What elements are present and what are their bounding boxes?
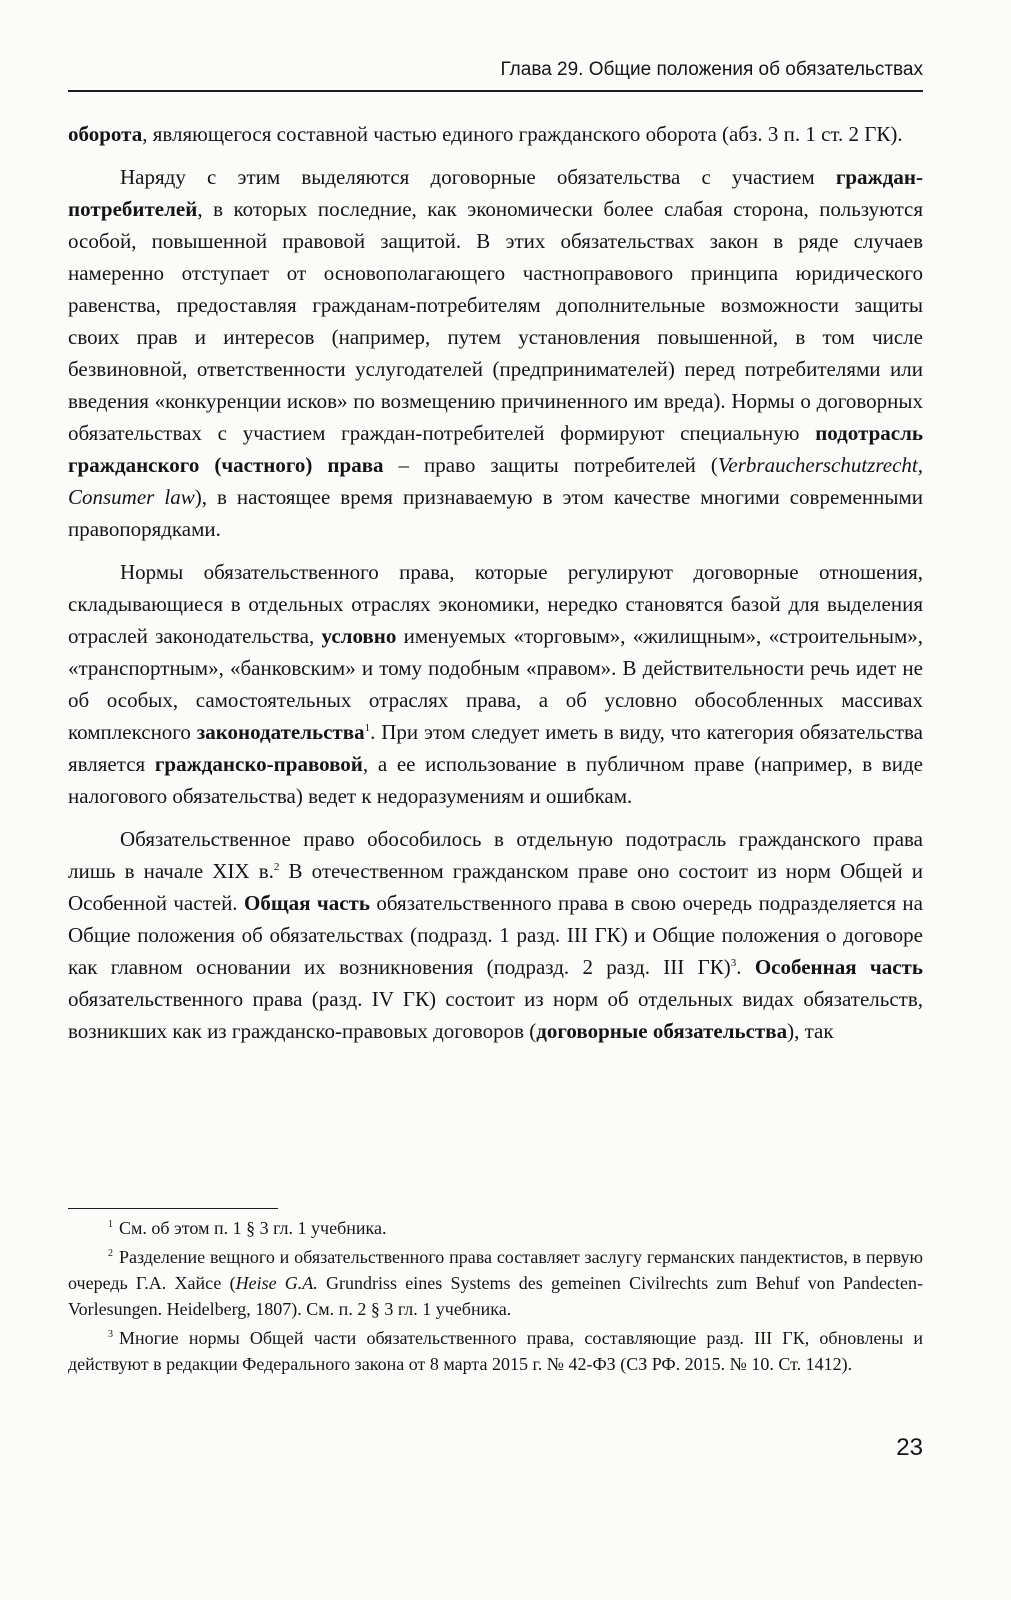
bold-term: условно	[321, 624, 397, 648]
paragraph-text: Наряду с этим выделяются договорные обязательства с участием	[120, 165, 836, 189]
paragraph-1	[68, 118, 923, 150]
footnote-1	[68, 1215, 923, 1241]
paragraph-text: Нормы обязательственного права, которые регулируют договорные отношения, складывающиеся в отдельных отраслях экономики, нередко становятся базой для выделения отраслей законодательства,	[68, 560, 923, 648]
paragraph-text: , а ее использование в публичном праве (например, в виде налогового обязательства) ведет к недоразумениям и ошибкам.	[68, 752, 924, 808]
footnote-mark: 3	[108, 1329, 113, 1340]
bold-term: гражданско-правовой	[154, 752, 363, 776]
paragraph-text: , являющегося составной частью единого гражданского оборота (абз. 3 п. 1 ст. 2 ГК).	[142, 122, 903, 146]
bold-term: оборота	[68, 122, 143, 146]
footnote-text: Многие нормы Общей части обязательственного права, составляющие разд. III ГК, обновлены и действуют в редакции Федерального закона от 8 марта 2015 г. № 42-ФЗ (СЗ РФ. 2015. № 10. Ст. 1412).	[68, 1328, 923, 1374]
paragraph-text: обязательственного права (разд. IV ГК) состоит из норм об отдельных видах обязательств, возникших как из гражданско-правовых договоров (	[68, 987, 923, 1043]
bold-term: граждан-потребителей	[68, 165, 923, 221]
paragraph-text: обязательственного права в свою очередь подразделяется на Общие положения об обязательствах (подразд. 1 разд. III ГК) и Общие положения о договоре как главном основании их возникновения (подразд. 2 разд. III ГК)	[68, 891, 923, 979]
paragraph-text: , в которых последние, как экономически более слабая сторона, пользуются особой, повышенной правовой защитой. В этих обязательствах закон в ряде случаев намеренно отступает от основополагающего частноправового принципа юридического равенства, предоставляя гражданам-потребителям дополнительные возможности защиты своих прав и интересов (например, путем установления повышенной, в том числе безвиновной, ответственности услугодателей (предпринимателей) перед потребителями или введения «конкуренции исков» по возмещению причиненного им вреда). Нормы о договорных обязательствах с участием граждан-потребителей формируют специальную	[68, 197, 923, 445]
footnotes	[68, 1208, 923, 1380]
chapter-title: Глава 29. Общие положения об обязательствах	[500, 59, 923, 80]
paragraph-text: – право защиты потребителей (	[383, 453, 718, 477]
paragraph-4	[68, 823, 923, 1047]
footnote-3	[68, 1325, 923, 1377]
bold-term: Общая часть	[244, 891, 370, 915]
paragraph-2	[68, 161, 923, 545]
bold-term: подотрасль гражданского (частного) права	[68, 421, 923, 477]
bold-term: законодательства	[196, 720, 365, 744]
footnote-divider	[68, 1208, 278, 1209]
footnote-ref-3[interactable]: 3	[730, 957, 737, 969]
paragraph-text: ), так	[787, 1019, 834, 1043]
footnote-text: См. об этом п. 1 § 3 гл. 1 учебника.	[119, 1218, 387, 1238]
italic-author: Heise G.A.	[235, 1273, 318, 1293]
paragraph-3	[68, 556, 923, 812]
paragraph-text: ), в настоящее время признаваемую в этом качестве многими современными правопорядками.	[68, 485, 923, 541]
running-head	[68, 48, 923, 92]
footnote-2	[68, 1244, 923, 1322]
footnote-ref-1[interactable]: 1	[364, 722, 371, 734]
footnote-ref-2[interactable]: 2	[273, 861, 280, 873]
page-number: 23	[896, 1434, 923, 1461]
paragraph-text: В отечественном гражданском праве оно состоит из норм Общей и Особенной частей.	[68, 859, 923, 915]
footnote-mark: 2	[108, 1248, 113, 1259]
footnote-mark: 1	[108, 1219, 113, 1230]
footnote-text: Grundriss eines Systems des gemeinen Civilrechts zum Behuf von Pandecten-Vorlesungen. Heidelberg, 1807). См. п. 2 § 3 гл. 1 учебника.	[68, 1273, 923, 1319]
bold-term: Особенная часть	[754, 955, 923, 979]
paragraph-text: . При этом следует иметь в виду, что категория обязательства является	[68, 720, 923, 776]
footnote-text: Разделение вещного и обязательственного права составляет заслугу германских пандектистов, в первую очередь Г.А. Хайсе (	[68, 1247, 923, 1293]
paragraph-text: .	[736, 955, 755, 979]
italic-term: Verbraucherschutzrecht, Consumer law	[68, 453, 924, 509]
paragraph-text: Обязательственное право обособилось в отдельную подотрасль гражданского права лишь в начале XIX в.	[68, 827, 923, 883]
bold-term: договорные обязательства	[536, 1019, 788, 1043]
body-text	[68, 118, 923, 1058]
paragraph-text: именуемых «торговым», «жилищным», «строительным», «транспортным», «банковским» и тому подобным «правом». В действительности речь идет не об особых, самостоятельных отраслях права, а об условно обособленных массивах комплексного	[68, 624, 923, 744]
